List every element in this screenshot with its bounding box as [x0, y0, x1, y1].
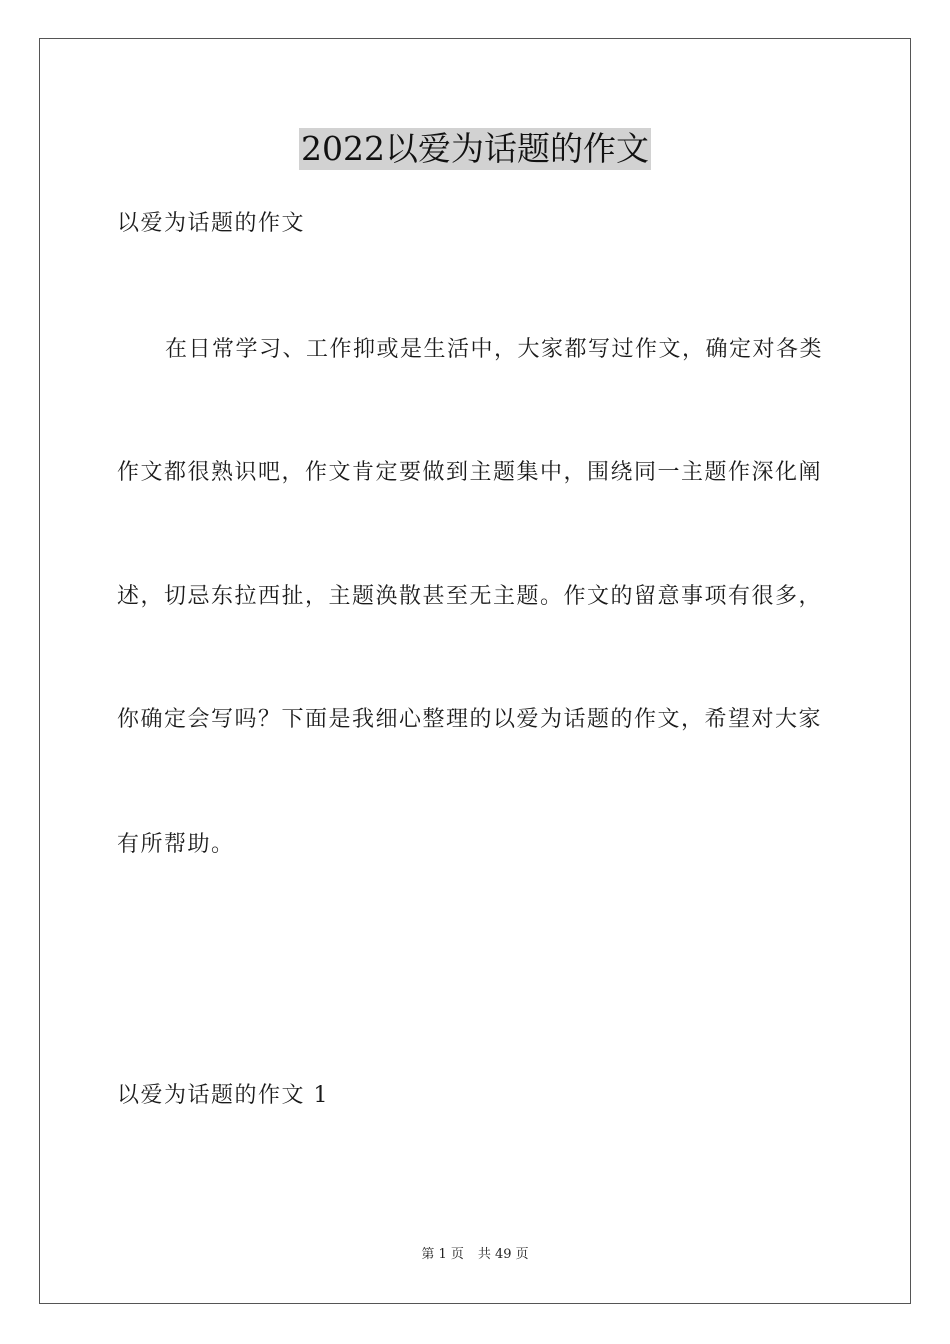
page-total: 共 49 页 — [477, 1247, 529, 1262]
body-line-5: 有所帮助。 — [117, 832, 235, 857]
body-line-1: 在日常学习、工作抑或是生活中，大家都写过作文，确定对各类 — [165, 337, 824, 362]
section-heading: 以爱为话题的作文 1 — [117, 1083, 329, 1108]
document-subtitle: 以爱为话题的作文 — [117, 211, 306, 236]
page-number: 第 1 页 — [421, 1247, 464, 1262]
body-line-3: 述，切忌东拉西扯，主题涣散甚至无主题。作文的留意事项有很多， — [117, 584, 823, 609]
document-title: 2022以爱为话题的作文 — [301, 129, 649, 168]
body-line-2: 作文都很熟识吧，作文肯定要做到主题集中，围绕同一主题作深化阐 — [117, 460, 823, 485]
body-line-4: 你确定会写吗？下面是我细心整理的以爱为话题的作文，希望对大家 — [117, 707, 823, 732]
page-footer — [0, 1246, 950, 1264]
title-container — [0, 128, 950, 170]
